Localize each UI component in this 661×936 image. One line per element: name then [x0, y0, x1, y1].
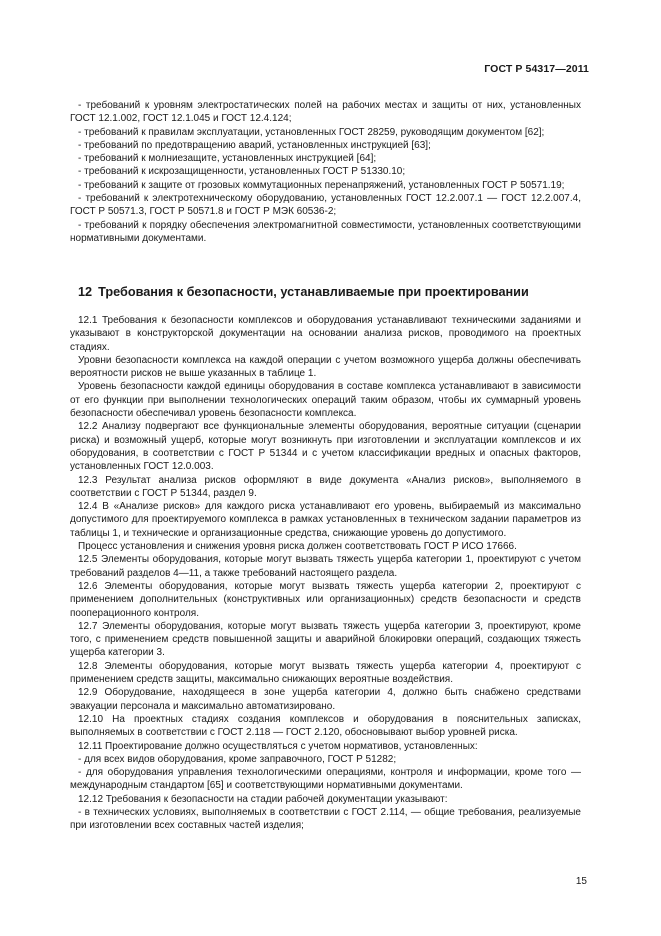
list-item: - требований к защите от грозовых коммутационных перенапряжений, установленных ГОСТ Р 50571.19;: [78, 179, 565, 191]
requirements-list: [70, 99, 581, 245]
paragraph: 12.3 Результат анализа рисков оформляют в виде документа «Анализ рисков», выполняемого в соответствии с ГОСТ Р 51344, раздел 9.: [70, 474, 581, 499]
paragraph: 12.11 Проектирование должно осуществляться с учетом нормативов, установленных:: [78, 740, 478, 752]
paragraph: 12.7 Элементы оборудования, которые могут вызвать тяжесть ущерба категории 3, проектируют, кроме того, с применением средств повышенной защиты и аварийной блокировки операций, создающих тяжесть ущерба категории 3.: [70, 620, 581, 659]
paragraph: 12.5 Элементы оборудования, которые могут вызвать тяжесть ущерба категории 1, проектируют с учетом требований разделов 4—11, а также требований настоящего раздела.: [70, 554, 581, 579]
list-item: - требований к электротехническому оборудованию, установленных ГОСТ 12.2.007.1 — ГОСТ 12.2.007.4, ГОСТ Р 50571.3, ГОСТ Р 50571.8 и ГОСТ Р МЭК 60536-2;: [70, 193, 581, 218]
section-number: 12: [78, 285, 93, 299]
section-title: Требования к безопасности, устанавливаемые при проектировании: [98, 285, 529, 299]
paragraph: 12.12 Требования к безопасности на стадии рабочей документации указывают:: [78, 793, 448, 805]
paragraph: 12.9 Оборудование, находящееся в зоне ущерба категории 4, должно быть снабжено средствами эвакуации персонала и максимально автоматизировано.: [70, 687, 581, 712]
list-item: - требований к искрозащищенности, установленных ГОСТ Р 51330.10;: [78, 166, 406, 178]
section-body: [70, 314, 581, 833]
list-item: - требований к уровням электростатических полей на рабочих местах и защиты от них, установленных ГОСТ 12.1.002, ГОСТ 12.1.045 и ГОСТ 12.4.124;: [70, 100, 581, 125]
document-header: ГОСТ Р 54317—2011: [484, 63, 589, 75]
list-item: - требований к правилам эксплуатации, установленных ГОСТ 28259, руководящим документом [62];: [78, 126, 545, 138]
paragraph: - в технических условиях, выполняемых в соответствии с ГОСТ 2.114, — общие требования, реализуемые при изготовлении всех составных частей изделия;: [70, 806, 581, 832]
list-item: - требований к порядку обеспечения электромагнитной совместимости, установленных соответствующими нормативными документами.: [70, 219, 581, 244]
paragraph: Уровень безопасности каждой единицы оборудования в составе комплекса устанавливают в зависимости от его функции при выполнении технологических операций таким образом, чтобы их суммарный уровень безопасности обеспечивал уровень безопасности комплекса.: [70, 381, 581, 420]
paragraph: Процесс установления и снижения уровня риска должен соответствовать ГОСТ Р ИСО 17666.: [78, 541, 517, 553]
paragraph: 12.1 Требования к безопасности комплексов и оборудования устанавливают техническими заданиями и указывают в конструкторской документации на основании анализа рисков, проводимого на проектных стадиях.: [70, 315, 581, 353]
paragraph: 12.10 На проектных стадиях создания комплексов и оборудования в пояснительных записках, выполняемых в соответствии с ГОСТ 2.118 — ГОСТ 2.120, обосновывают выбор уровней риска.: [70, 713, 581, 739]
section-heading: [70, 285, 581, 300]
paragraph: 12.4 В «Анализе рисков» для каждого риска устанавливают его уровень, выбираемый из максимально допустимого для проектируемого комплекса в рамках установленных в техническом задании параметров из таблицы 1, и технические и организационные средства, снижающие уровень до допустимого.: [70, 501, 581, 539]
paragraph: 12.8 Элементы оборудования, которые могут вызвать тяжесть ущерба категории 4, проектируют с применением средств защиты, максимально снижающих вероятные воздействия.: [70, 660, 581, 686]
list-item: - требований по предотвращению аварий, установленных инструкцией [63];: [78, 139, 431, 151]
paragraph: Уровни безопасности комплекса на каждой операции с учетом возможного ущерба должны обеспечивать вероятности рисков не выше указанных в таблице 1.: [70, 354, 581, 380]
paragraph: 12.2 Анализу подвергают все функциональные элементы оборудования, вероятные ситуации (сценарии риска) и возможный ущерб, которые могут возникнуть при изготовлении и эксплуатации комплексов и их оборудования, в соответствии с ГОСТ Р 51344 и с учетом классификации вредных и опасных факторов, установленных ГОСТ 12.0.003.: [70, 421, 581, 473]
paragraph: - для всех видов оборудования, кроме заправочного, ГОСТ Р 51282;: [78, 753, 397, 765]
page-number: 15: [575, 876, 587, 887]
paragraph: 12.6 Элементы оборудования, которые могут вызвать тяжесть ущерба категории 2, проектируют с применением дополнительных (конструктивных или организационных) средств безопасности и средств пооперационного контроля.: [70, 580, 581, 619]
list-item: - требований к молниезащите, установленных инструкцией [64];: [78, 153, 377, 165]
paragraph: - для оборудования управления технологическими операциями, контроля и информации, кроме того — международным стандартом [65] и соответствующими нормативными документами.: [70, 767, 581, 792]
